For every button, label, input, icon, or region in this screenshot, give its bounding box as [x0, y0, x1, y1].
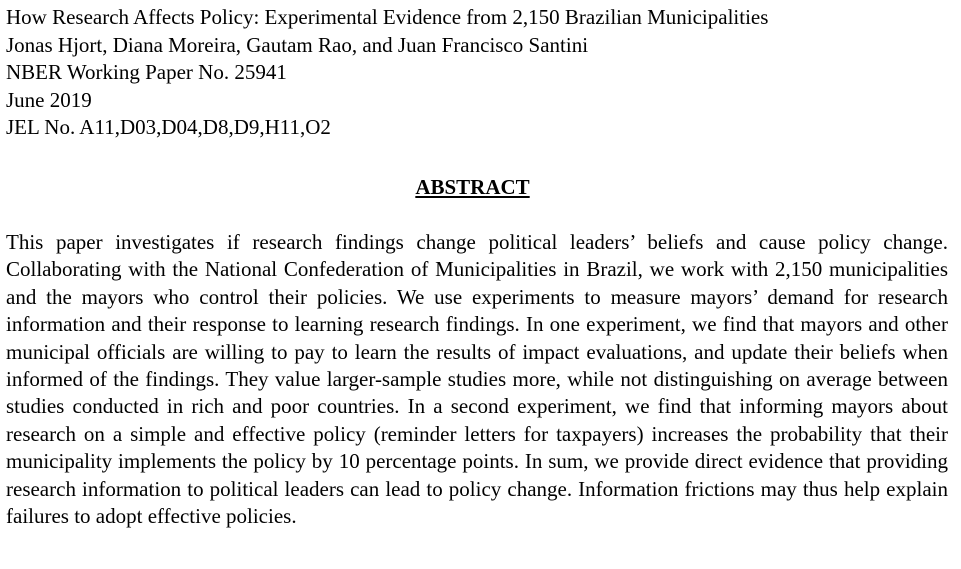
paper-title: How Research Affects Policy: Experimental Evidence from 2,150 Brazilian Municipalities [6, 5, 769, 29]
abstract-heading: ABSTRACT [415, 175, 530, 199]
paper-series: NBER Working Paper No. 25941 [6, 60, 287, 85]
paper-authors: Jonas Hjort, Diana Moreira, Gautam Rao, and Juan Francisco Santini [6, 32, 589, 57]
paper-jel-codes: JEL No. A11,D03,D04,D8,D9,H11,O2 [6, 115, 331, 140]
paper-header [6, 4, 768, 142]
paper-date: June 2019 [6, 87, 92, 112]
abstract-body: This paper investigates if research findings change political leaders’ beliefs and cause policy change. Collaborating with the National Confederation of Municipalities in Brazil, we work with 2,150 municipalities and the mayors who control their policies. We use experiments to measure mayors’ demand for research information and their response to learning research findings. In one experiment, we find that mayors and other municipal officials are willing to pay to learn the results of impact evaluations, and update their beliefs when informed of the findings. They value larger-sample studies more, while not distinguishing on average between studies conducted in rich and poor countries. In a second experiment, we find that informing mayors about research on a simple and effective policy (reminder letters for taxpayers) increases the probability that their municipality implements the policy by 10 percentage points. In sum, we provide direct evidence that providing research information to political leaders can lead to policy change. Information frictions may thus help explain failures to adopt effective policies. [6, 230, 948, 529]
